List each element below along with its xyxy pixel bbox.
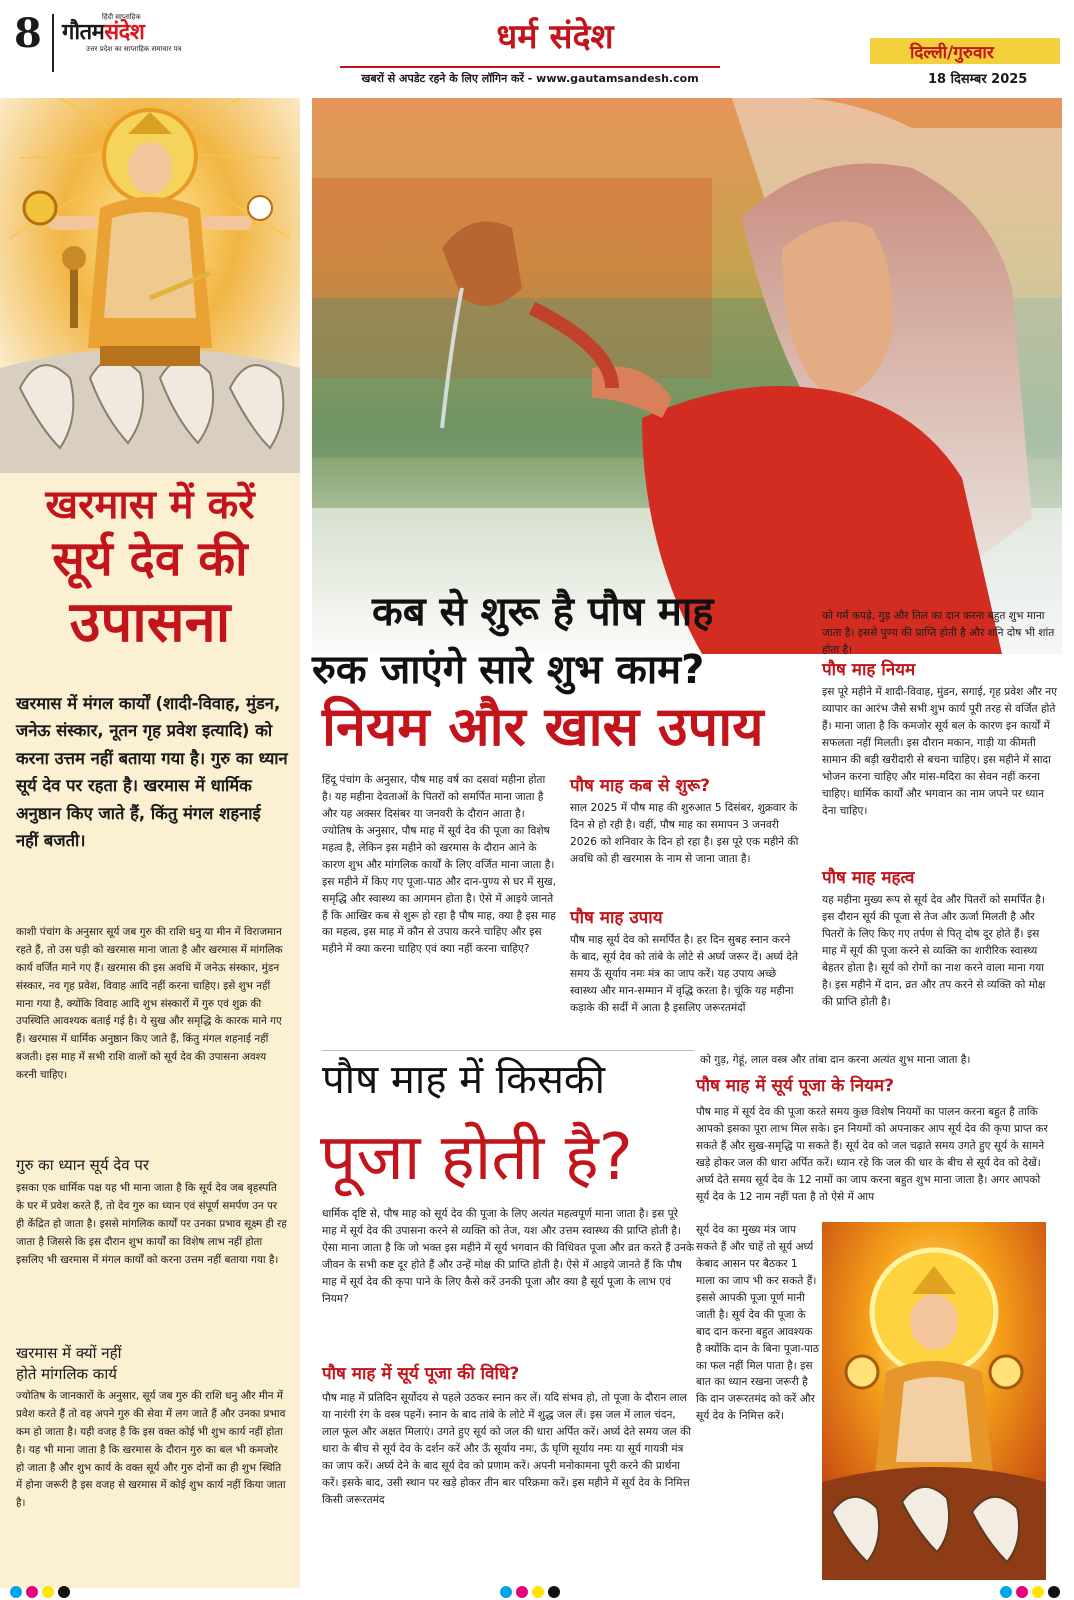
- registration-mark: [26, 1586, 38, 1598]
- newspaper-logo[interactable]: [62, 14, 202, 54]
- registration-mark: [500, 1586, 512, 1598]
- paragraph-upay: पौष माह सूर्य देव को समर्पित है। हर दिन सुबह स्नान करने के बाद, सूर्य देव को तांबे के लोटे से अर्घ्य जरूर दें। अर्घ्य देते समय ऊँ सूर्याय नमः मंत्र का जाप करें। यह उपाय अच्छे स्वास्थ्य और मान-सम्मान में वृद्धि करता है। चूंकि यह महीना कड़ाके की सर्दी में आता है इसलिए जरूरतमंदों: [570, 934, 799, 1014]
- vishnu-surya-chariot-illustration-icon: [0, 98, 300, 473]
- page-number: 8: [14, 10, 42, 57]
- paragraph-kab-se-shuru: साल 2025 में पौष माह की शुरुआत 5 दिसंबर, शुक्रवार के दिन से हो रही है। वहीं, पौष माह का समापन 3 जनवरी 2026 को शनिवार के दिन हो रहा है। इस पूरे एक महीने की अवधि को ही खरमास के नाम से जाना जाता है।: [570, 802, 799, 865]
- left-headline-line-1: खरमास में करें: [45, 482, 255, 528]
- heading-mahatva: पौष माह महत्व: [822, 868, 915, 888]
- left-headline-line-2: सूर्य देव की: [52, 531, 248, 587]
- intro-paragraph: हिंदू पंचांग के अनुसार, पौष माह वर्ष का दसवां महीना होता है। यह महीना देवताओं के पितरों को समर्पित माना जाता है और यह अक्सर दिसंबर या जनवरी के दौरान आता है। ज्योतिष के अनुसार, पौष माह में सूर्य देव की पूजा का विशेष महत्व है, लेकिन इस महीने को खरमास के दौरान आने के कारण शुभ और मांगलिक कार्यों के लिए वर्जित माना जाता है। इस महीने में किए गए पूजा-पाठ और दान-पुण्य से घर में सुख, समृद्धि और स्वास्थ्य का आगमन होता है। ऐसे में आइये जानते हैं कि आखिर कब से शुरू हो रहा है पौष माह, क्या है इस माह का महत्व, इस माह में कौन से उपाय करने चाहिए और इस महीने में क्या करना चाहिए एवं क्या नहीं करना चाहिए?: [322, 774, 556, 956]
- logo-name-red: संदेश: [104, 20, 145, 45]
- woman-offering-water-photo-icon: [312, 98, 1062, 654]
- section-title: धर्म संदेश: [496, 17, 614, 57]
- registration-mark: [548, 1586, 560, 1598]
- registration-mark: [1000, 1586, 1012, 1598]
- left-subheading-2-line-1: खरमास में क्यों नहीं: [16, 1344, 122, 1362]
- paragraph-surya-puja-niyam: पौष माह में सूर्य देव की पूजा करते समय कुछ विशेष नियमों का पालन करना बहुत है ताकि आपको इसका पूरा लाभ मिल सके। इन नियमों को अपनाकर आप सूर्य देव की कृपा प्राप्त कर सकते हैं और सुख-समृद्धि पा सकते हैं। सूर्य देव को जल चढ़ाते समय उगते हुए सूर्य के सामने खड़े होकर जल की धारा अर्पित करें। ध्यान रहे कि जल की धार के बीच से सूर्य देव को देखें। अर्घ्य देते समय सूर्य देव के 12 नामों का जाप करना बहुत शुभ माना जाता है। अगर आपको सूर्य देव के 12 नाम नहीं पता है तो ऐसे में आप: [696, 1106, 1048, 1203]
- heading-upay: पौष माह उपाय: [570, 908, 663, 928]
- left-paragraph-3: ज्योतिष के जानकारों के अनुसार, सूर्य जब गुरु की राशि धनु और मीन में प्रवेश करते हैं तो वह अपने गुरु की सेवा में लग जाते हैं और उनका प्रभाव कम हो जाता है। यही वजह है कि इस वक्त कोई भी शुभ कार्य नहीं होता है। यह भी माना जाता है कि खरमास के दौरान गुरु का बल भी कमजोर हो जाता है और शुभ कार्य के वक्त सूर्य और गुरु दोनों का ही शुभ स्थिति में होना जरूरी है इस वजह से खरमास में कोई शुभ कार्य नहीं किया जाता है।: [16, 1390, 286, 1510]
- left-subheading-1: गुरु का ध्यान सूर्य देव पर: [16, 1156, 150, 1174]
- heading-kab-se-shuru: पौष माह कब से शुरू?: [570, 776, 711, 796]
- publication-date: 18 दिसम्बर 2025: [928, 72, 1028, 87]
- registration-mark: [1032, 1586, 1044, 1598]
- masthead-rule: [340, 66, 720, 68]
- left-lead-paragraph: खरमास में मंगल कार्यों (शादी-विवाह, मुंडन, जनेऊ संस्कार, नूतन गृह प्रवेश इत्यादि) को करना उत्तम नहीं बताया गया है। गुरु का ध्यान सूर्य देव पर रहता है। खरमास में धार्मिक अनुष्ठान किए जाते हैं, किंतु मंगल शहनाई नहीं बजती।: [16, 694, 288, 850]
- heading-puja-vidhi: पौष माह में सूर्य पूजा की विधि?: [322, 1364, 520, 1384]
- city-day-text: दिल्ली/गुरुवार: [910, 43, 994, 63]
- second-headline-line-2: पूजा होती है?: [320, 1121, 633, 1195]
- main-headline-line-1: कब से शुरू है पौष माह: [372, 589, 714, 635]
- registration-mark: [10, 1586, 22, 1598]
- paragraph-vidhi-continued: को गुड़, गेहूं, लाल वस्त्र और तांबा दान करना अत्यंत शुभ माना जाता है।: [700, 1054, 971, 1066]
- registration-mark: [42, 1586, 54, 1598]
- heading-niyam: पौष माह नियम: [822, 660, 916, 680]
- paragraph-kiski-puja: धार्मिक दृष्टि से, पौष माह को सूर्य देव की पूजा के लिए अत्यंत महत्वपूर्ण माना जाता है। इस पूरे माह में सूर्य देव की उपासना करने से व्यक्ति को तेज, यश और उत्तम स्वास्थ्य की प्राप्ति होती है। ऐसा माना जाता है कि जो भक्त इस महीने में सूर्य भगवान की विधिवत पूजा और व्रत करते हैं उनके जीवन के सभी कष्ट दूर होते हैं और उन्हें मोक्ष की प्राप्ति होती है। ऐसे में आइये जानते हैं कि पौष माह में सूर्य देव की कृपा पाने के लिए कैसे करें उनकी पूजा और क्या है सूर्य पूजा के लाभ एवं नियम?: [322, 1208, 694, 1305]
- second-headline-line-1: पौष माह में किसकी: [322, 1057, 605, 1103]
- section-divider: [322, 1050, 694, 1051]
- logo-name: [62, 21, 202, 45]
- paragraph-niyam: इस पूरे महीने में शादी-विवाह, मुंडन, सगाई, गृह प्रवेश और नए व्यापार का आरंभ जैसे सभी शुभ कार्य पूरी तरह से वर्जित होते हैं। माना जाता है कि कमजोर सूर्य बल के कारण इन कार्यों में सफलता नहीं मिलती। इस दौरान मकान, गाड़ी या कीमती सामान की बड़ी खरीदारी से बचना चाहिए। इस महीने में सादा भोजन करना चाहिए और मांस-मदिरा का सेवन नहीं करना चाहिए। धार्मिक कार्यों और भगवान का नाम जपने पर ध्यान देना चाहिए।: [822, 686, 1058, 817]
- left-headline-line-3: उपासना: [69, 590, 231, 655]
- logo-sub: उत्तर प्रदेश का साप्ताहिक समाचार पत्र: [86, 45, 182, 54]
- left-paragraph-1: काशी पंचांग के अनुसार सूर्य जब गुरु की राशि धनु या मीन में विराजमान रहते हैं, तो उस घड़ी को खरमास माना जाता है और खरमास में मांगलिक कार्य वर्जित माने गए हैं। खरमास की इस अवधि में जनेऊ संस्कार, मुंडन संस्कार, नव गृह प्रवेश, विवाह आदि नहीं करना चाहिए। इसे शुभ नहीं माना गया है, क्योंकि विवाह आदि शुभ संस्कारों में गुरु एवं शुक्र की उपस्थिति आवश्यक बताई गई है। ये सुख और समृद्धि के कारक माने गए हैं। खरमास में धार्मिक अनुष्ठान किए जाते हैं, किंतु मंगल शहनाई नहीं बजती। इस माह में सभी राशि वालों को सूर्य देव की उपासना अवश्य करनी चाहिए।: [16, 926, 283, 1082]
- logo-name-black: गौतम: [62, 20, 105, 45]
- registration-mark: [516, 1586, 528, 1598]
- paragraph-mantra-daan: सूर्य देव का मुख्य मंत्र जाप सकते हैं और चाहें तो सूर्य अर्घ्य केबाद आसन पर बैठकर 1 माला का जाप भी कर सकते हैं। इससे आपकी पूजा पूर्ण मानी जाती है। सूर्य देव की पूजा के बाद दान करना बहुत आवश्यक है क्योंकि दान के बिना पूजा-पाठ का फल नहीं मिल पाता है। इस बात का ध्यान रखना जरूरी है कि दान जरूरतमंद को करें और सूर्य देव के निमित्त करें।: [696, 1224, 820, 1423]
- paragraph-upay-continued: को गर्म कपड़े, गुड़ और तिल का दान करना बहुत शुभ माना जाता है। इससे पुण्य की प्राप्ति होती है और शनि दोष भी शांत होता है।: [822, 610, 1055, 656]
- registration-mark: [532, 1586, 544, 1598]
- paragraph-mahatva: यह महीना मुख्य रूप से सूर्य देव और पितरों को समर्पित है। इस दौरान सूर्य की पूजा से तेज और ऊर्जा मिलती है और पितरों के लिए किए गए तर्पण से पितृ दोष दूर होते हैं। इस माह में सूर्य की पूजा करने से व्यक्ति का शारीरिक स्वास्थ्य बेहतर होता है। सूर्य को रोगों का नाश करने वाला माना गया है। इस महीने में दान, व्रत और तप करने से व्यक्ति को मोक्ष की प्राप्ति होती है।: [822, 894, 1046, 1008]
- registration-mark: [58, 1586, 70, 1598]
- left-subheading-2: [16, 1343, 288, 1385]
- surya-dev-chariot-illustration-icon: [822, 1222, 1046, 1580]
- registration-mark: [1048, 1586, 1060, 1598]
- logo-tagline: हिंदी साप्ताहिक: [102, 13, 141, 21]
- city-day: [870, 40, 1060, 63]
- left-subheading-2-line-2: होते मांगलिक कार्य: [16, 1365, 117, 1383]
- paragraph-puja-vidhi: पौष माह में प्रतिदिन सूर्योदय से पहले उठकर स्नान कर लें। यदि संभव हो, तो पूजा के दौरान लाल या नारंगी रंग के वस्त्र पहनें। स्नान के बाद तांबे के लोटे में शुद्ध जल लें। इस जल में लाल चंदन, लाल फूल और अक्षत मिलाएं। उगते हुए सूर्य को जल की धारा अर्पित करें। अर्घ्य देते समय जल की धारा के बीच से सूर्य देव के दर्शन करें और ऊँ सूर्याय नमः, ऊँ घृणि सूर्याय नमः या सूर्य गायत्री मंत्र का जाप करें। अर्घ्य देने के बाद सूर्य देव को प्रणाम करें। अपनी मनोकामना पूरी करने की प्रार्थना करें। इसके बाद, उसी स्थान पर खड़े होकर तीन बार परिक्रमा करें। इस महीने में सूर्य देव के निमित्त किसी जरूरतमंद: [322, 1392, 691, 1506]
- heading-surya-puja-niyam: पौष माह में सूर्य पूजा के नियम?: [696, 1076, 894, 1096]
- left-paragraph-2: इसका एक धार्मिक पक्ष यह भी माना जाता है कि सूर्य देव जब बृहस्पति के घर में प्रवेश करते हैं, तो देव गुरु का ध्यान एवं संपूर्ण समर्पण उन पर ही केंद्रित हो जाता है। इससे मांगलिक कार्यों पर उनका प्रभाव सूक्ष्म ही रह जाता है जिससे कि इस दौरान शुभ कार्यों का विशेष लाभ नहीं होता इसलिए भी खरमास में मंगल कार्यों को करना उत्तम नहीं बताया गया है।: [16, 1182, 287, 1266]
- main-headline-line-2: रुक जाएंगे सारे शुभ काम?: [312, 647, 705, 693]
- masthead-divider: [52, 14, 54, 72]
- login-line[interactable]: खबरों से अपडेट रहने के लिए लॉगिन करें - www.gautamsandesh.com: [361, 72, 699, 85]
- main-headline-line-3: नियम और खास उपाय: [322, 695, 764, 758]
- registration-mark: [1016, 1586, 1028, 1598]
